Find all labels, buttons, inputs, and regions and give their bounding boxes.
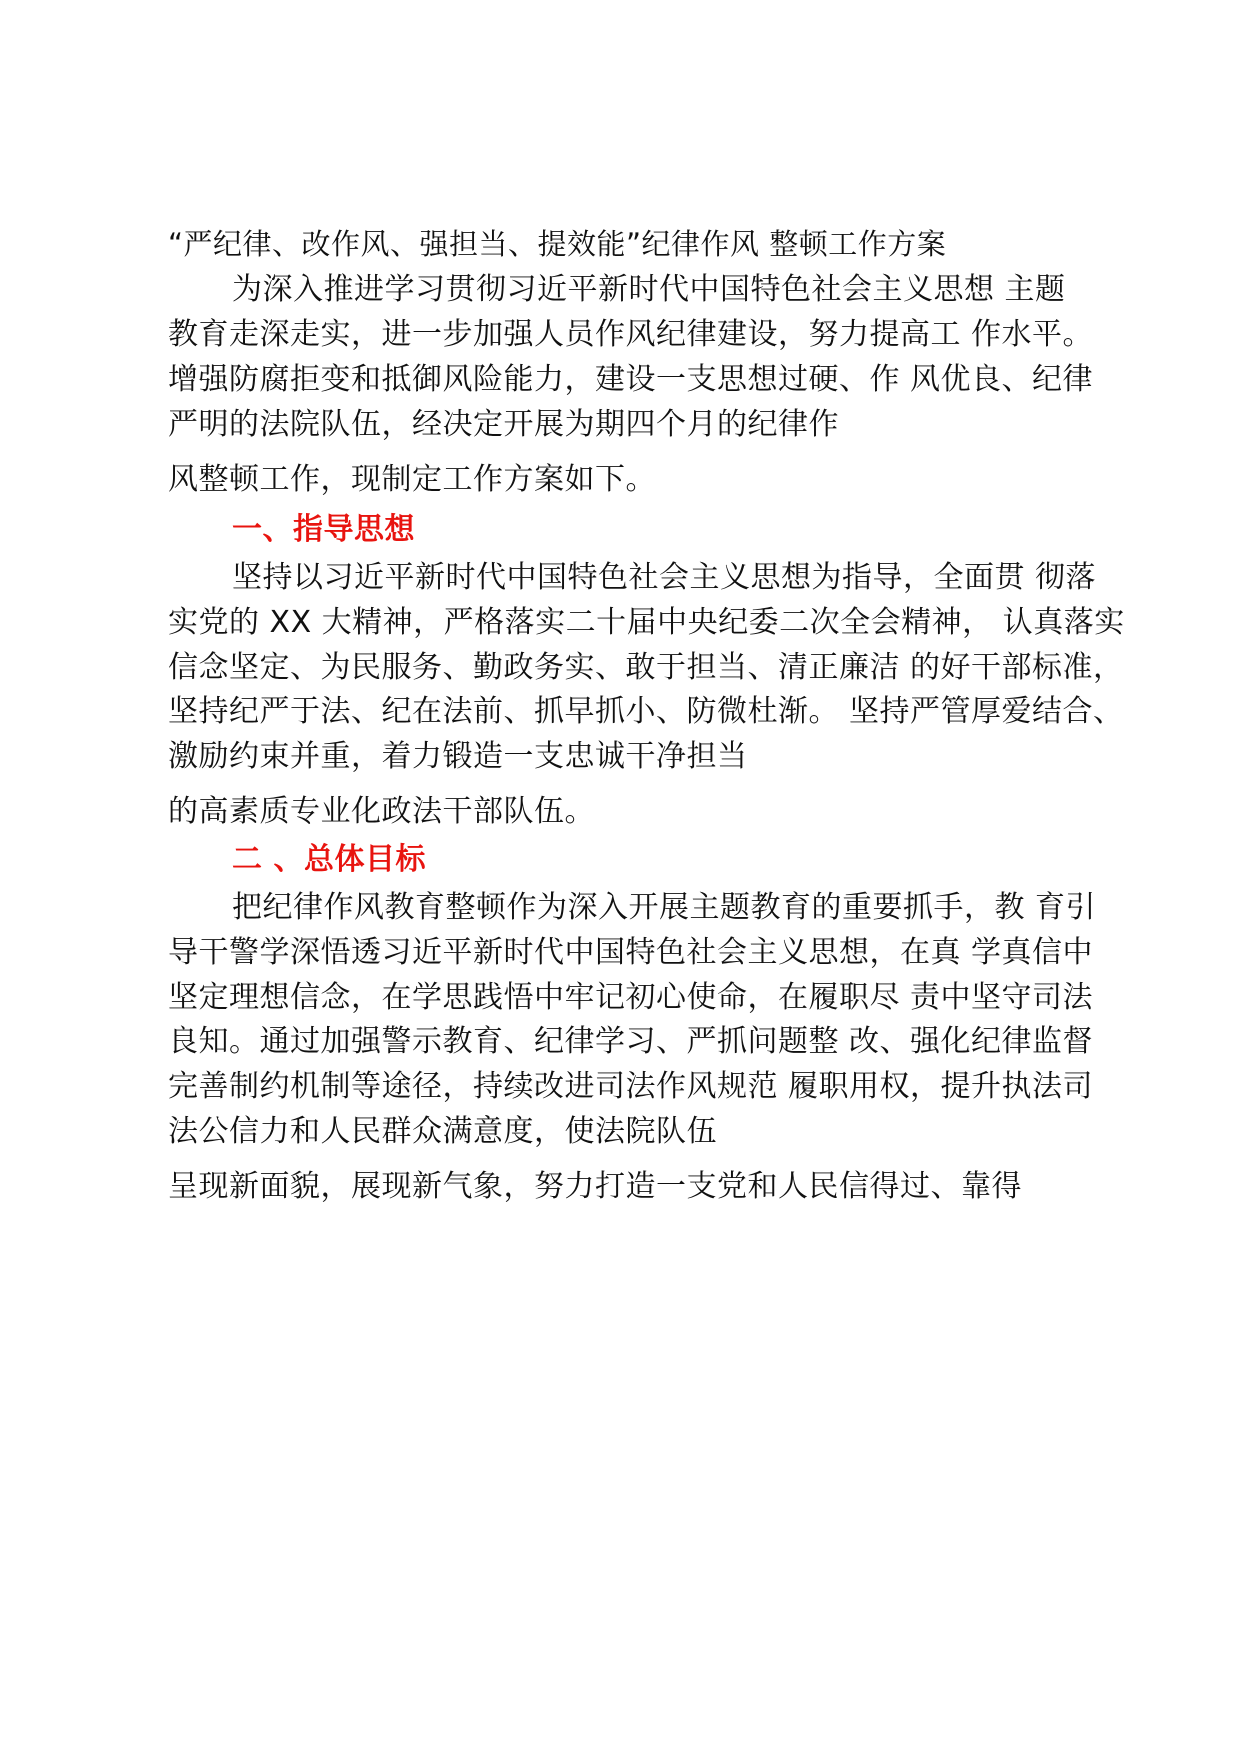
section1-line-1: 坚持以习近平新时代中国特色社会主义思想为指导，全面贯 彻落 xyxy=(232,560,1097,595)
section2-line-4: 良知。通过加强警示教育、纪律学习、严抓问题整 改、强化纪律监督 xyxy=(168,1024,1094,1059)
section1-tail: 的高素质专业化政法干部队伍。 xyxy=(168,794,595,829)
section1-line-5: 激励约束并重，着力锻造一支忠诚干净担当 xyxy=(168,739,748,774)
section1-line-4: 坚持纪严于法、纪在法前、抓早抓小、防微杜渐。 坚持严管厚爱结合、 xyxy=(168,694,1124,729)
section2-line-5: 完善制约机制等途径，持续改进司法作风规范 履职用权，提升执法司 xyxy=(168,1069,1094,1104)
section2-line-2: 导干警学深悟透习近平新时代中国特色社会主义思想，在真 学真信中 xyxy=(168,935,1094,970)
document-title: “严纪律、改作风、强担当、提效能”纪律作风 整顿工作方案 xyxy=(168,227,947,261)
intro-tail: 风整顿工作，现制定工作方案如下。 xyxy=(168,462,656,497)
section2-line-1: 把纪律作风教育整顿作为深入开展主题教育的重要抓手，教 育引 xyxy=(232,890,1097,925)
intro-line-4: 严明的法院队伍，经决定开展为期四个月的纪律作 xyxy=(168,407,839,442)
intro-line-2: 教育走深走实，进一步加强人员作风纪律建设，努力提高工 作水平。 xyxy=(168,317,1094,352)
section2-tail: 呈现新面貌，展现新气象，努力打造一支党和人民信得过、靠得 xyxy=(168,1169,1022,1204)
section1-line-2: 实党的 XX 大精神，严格落实二十届中央纪委二次全会精神， 认真落实 xyxy=(168,605,1125,640)
section2-line-6: 法公信力和人民群众满意度，使法院队伍 xyxy=(168,1114,717,1149)
section1-line-3: 信念坚定、为民服务、勤政务实、敢于担当、清正廉洁 的好干部标准， xyxy=(168,650,1124,685)
section2-line-3: 坚定理想信念，在学思践悟中牢记初心使命，在履职尽 责中坚守司法 xyxy=(168,980,1094,1015)
section-heading-guiding-thought: 一、指导思想 xyxy=(232,512,415,547)
intro-line-1: 为深入推进学习贯彻习近平新时代中国特色社会主义思想 主题 xyxy=(232,272,1066,307)
intro-line-3: 增强防腐拒变和抵御风险能力，建设一支思想过硬、作 风优良、纪律 xyxy=(168,362,1094,397)
section-heading-overall-goal: 二 、总体目标 xyxy=(232,842,426,877)
